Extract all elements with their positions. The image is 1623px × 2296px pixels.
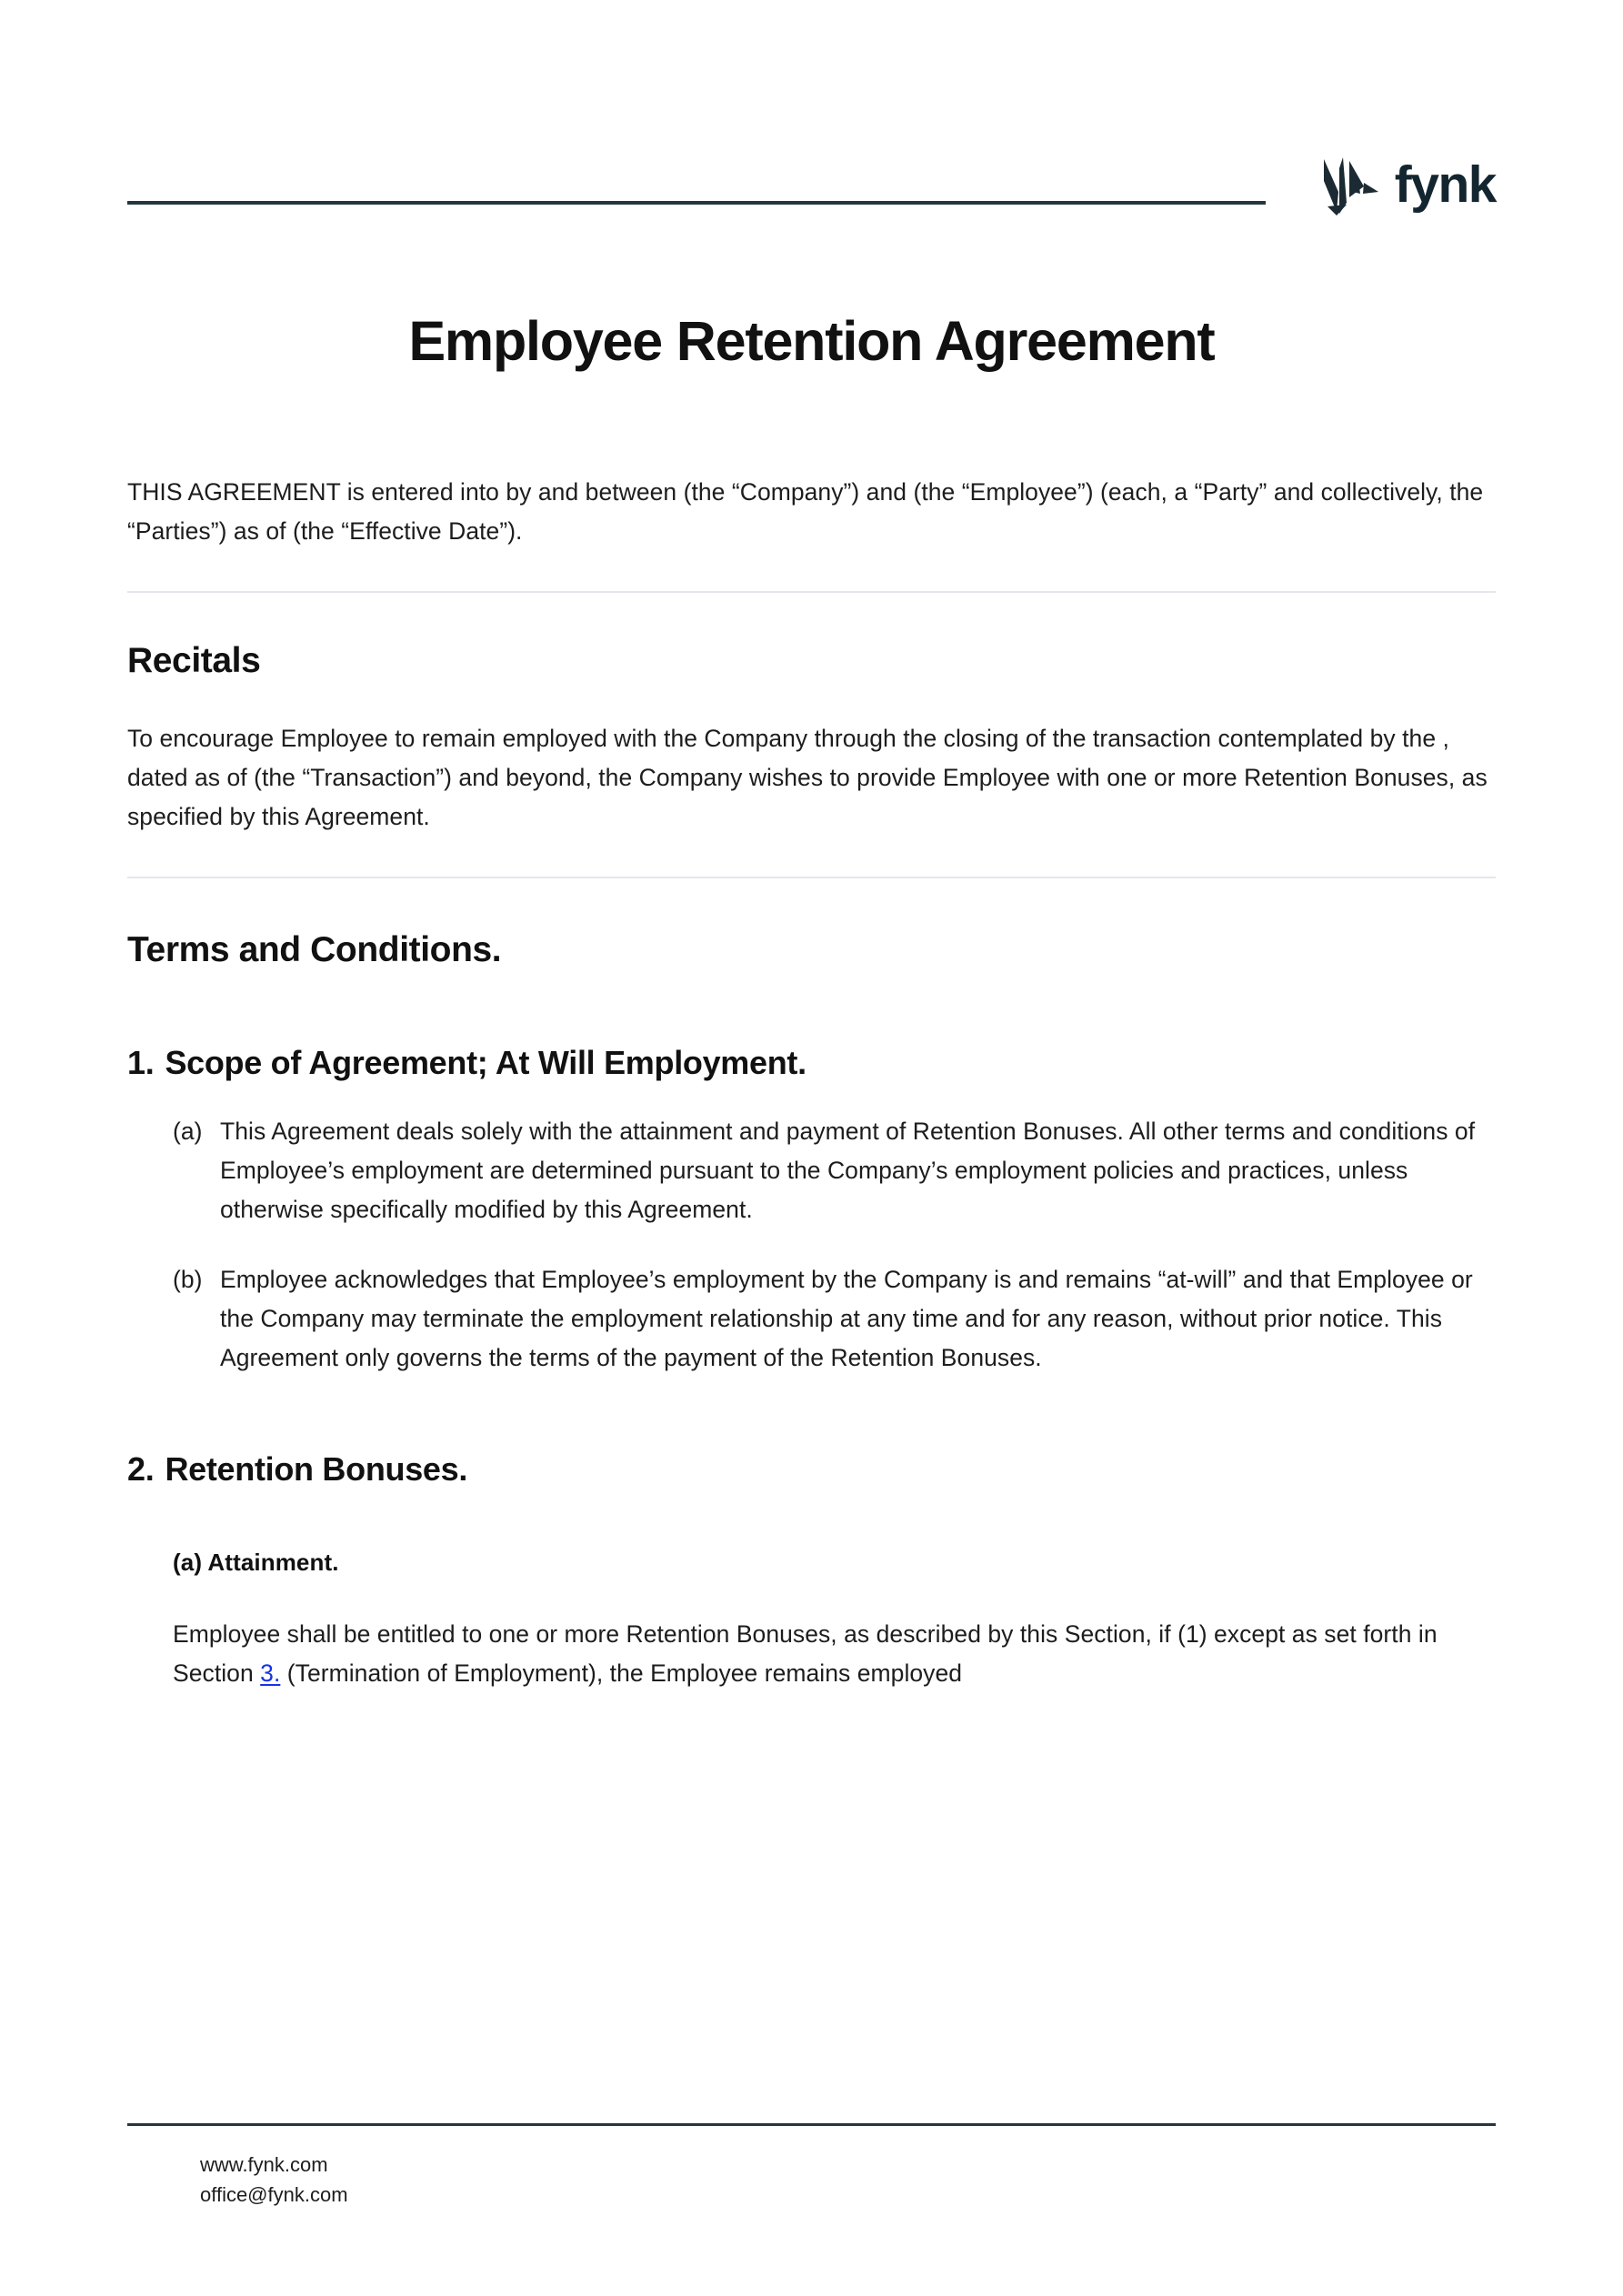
fynk-bird-logo-icon [1317,155,1382,217]
terms-and-conditions-heading: Terms and Conditions. [127,929,502,969]
recitals-paragraph: To encourage Employee to remain employed with the Company through the closing of the transaction contemplated by the , dated as of (the “Transaction”) and beyond, the Company wishes to provide Employee with one or more Retention Bonuses, as specified by this Agreement. [127,724,1488,830]
brand-name: fynk [1394,155,1496,214]
list-item-text: Employee acknowledges that Employee’s employment by the Company is and remains “at-will” and that Employee or the Company may terminate the employment relationship at any time and for any reason, without prior notice. This Agreement only governs the terms of the payment of the Retention Bonuses. [220,1266,1473,1371]
intro-paragraph: THIS AGREEMENT is entered into by and between (the “Company”) and (the “Employee”) (each, a “Party” and collectively, the “Parties”) as of (the “Effective Date”). [127,478,1484,546]
footer-email[interactable]: office@fynk.com [200,2183,348,2206]
brand-logo [1317,155,1496,217]
document-header [127,150,1496,223]
list-item-marker: (a) [173,1118,203,1146]
list-item-marker: (b) [173,1266,203,1294]
footer-contact-block [127,2126,1496,2210]
section-2-heading [127,1449,1496,1489]
subsection-a-heading: (a) Attainment. [173,1548,339,1576]
header-divider-rule [127,201,1266,205]
section-1-item-list [127,1112,1496,1378]
page-title: Employee Retention Agreement [408,310,1215,372]
section-3-reference-link[interactable]: 3. [260,1659,281,1688]
section-2-subsection-a [127,1546,1496,1693]
recitals-heading: Recitals [127,640,261,680]
document-body [127,309,1496,1693]
section-2-title: Retention Bonuses. [165,1449,468,1488]
footer-website[interactable]: www.fynk.com [200,2153,328,2176]
list-item [127,1112,1496,1229]
list-item-text: This Agreement deals solely with the attainment and payment of Retention Bonuses. All other terms and conditions of Employee’s employment are determined pursuant to the Company’s employment policies and practices, unless otherwise specifically modified by this Agreement. [220,1118,1476,1224]
subsection-a-text-before-link: Employee shall be entitled to one or more Retention Bonuses, as described by this Section, if (1) except as set forth in Section [173,1620,1438,1688]
divider-after-recitals [127,877,1496,878]
section-1-heading [127,1042,1496,1083]
document-footer [127,2123,1496,2210]
subsection-a-paragraph [173,1615,1496,1693]
section-1-number: 1. [127,1044,155,1082]
subsection-a-text-after-link: (Termination of Employment), the Employee remains employed [280,1659,963,1688]
divider-after-intro [127,591,1496,593]
section-2-number: 2. [127,1449,155,1488]
section-1-title: Scope of Agreement; At Will Employment. [165,1044,806,1082]
list-item [127,1260,1496,1378]
